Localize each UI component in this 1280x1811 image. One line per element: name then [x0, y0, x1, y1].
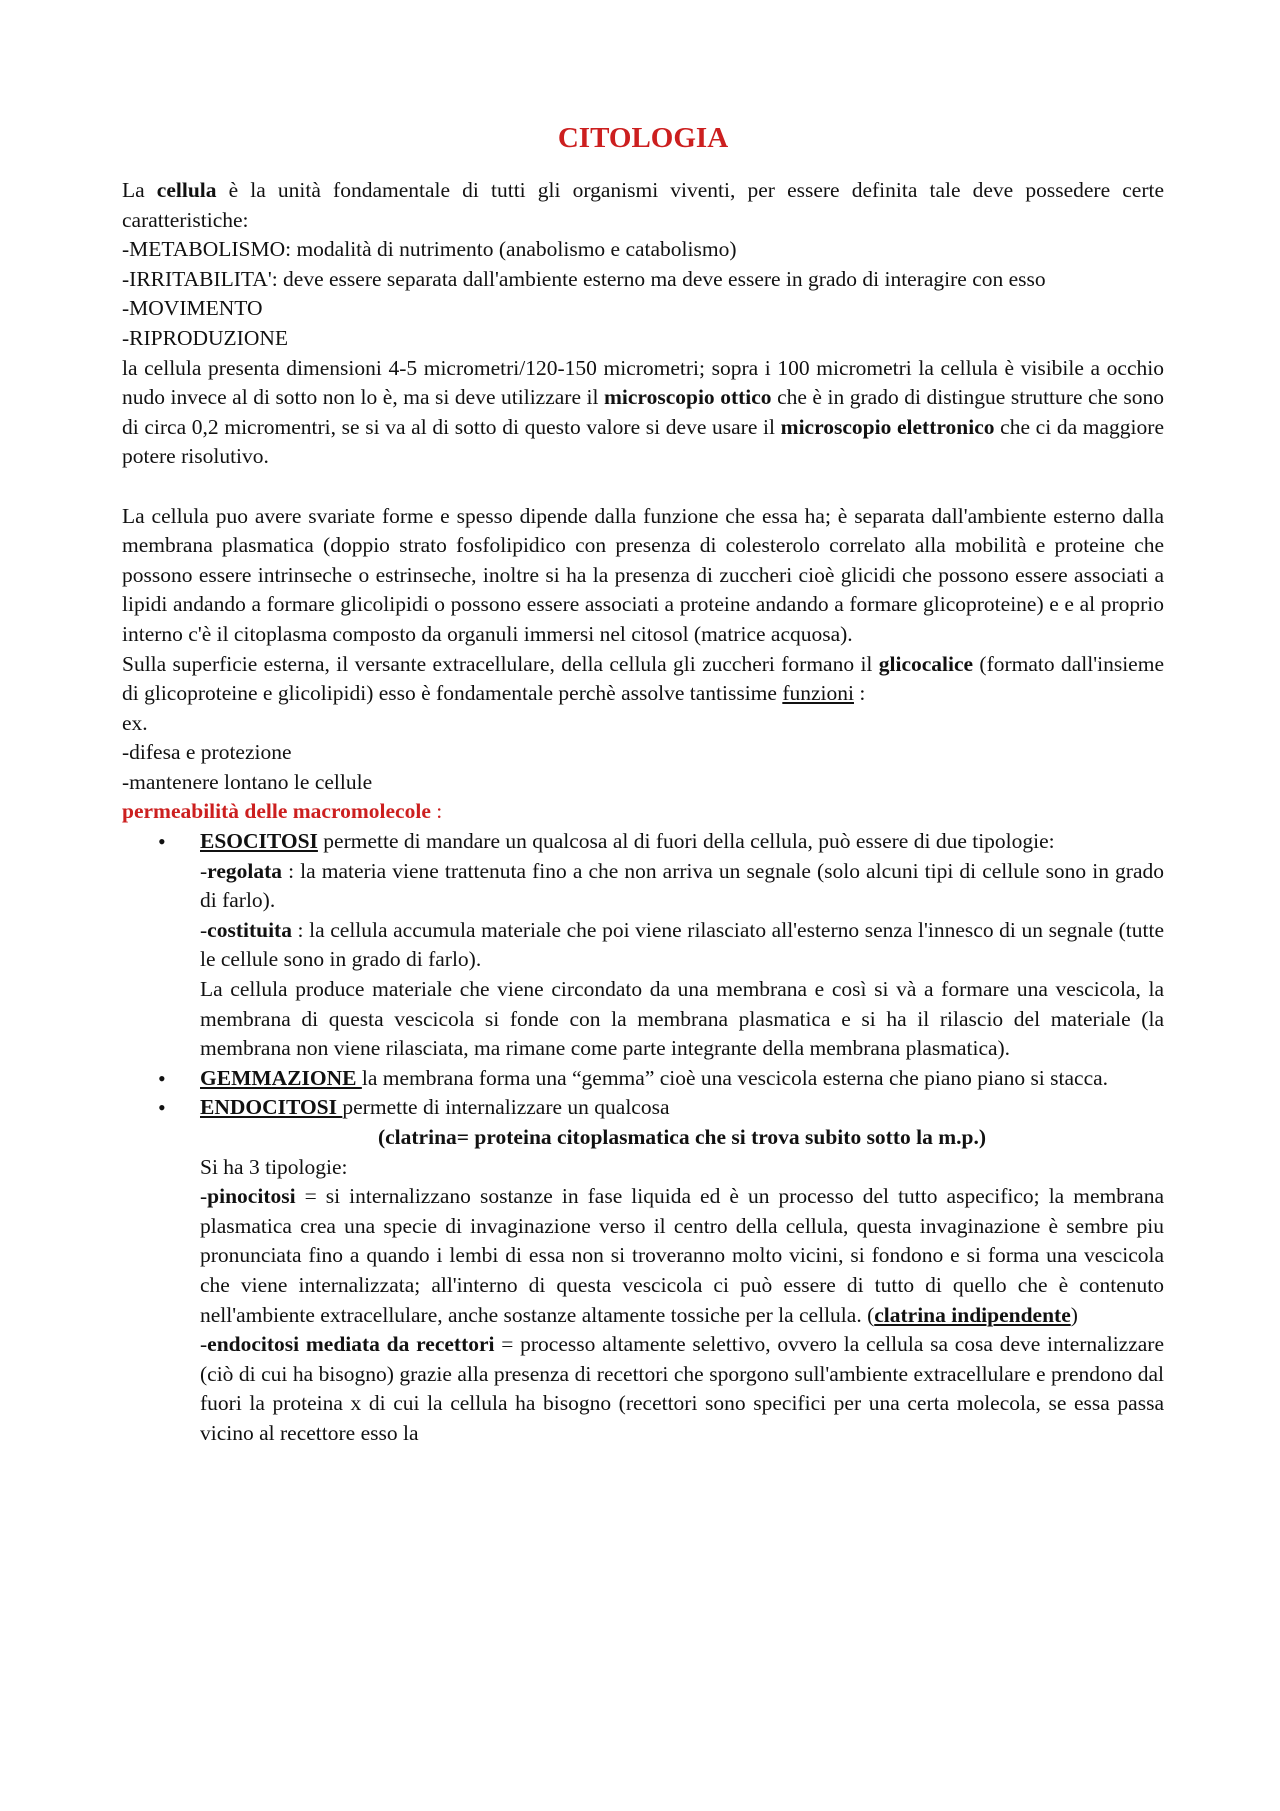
esocitosi-costituita: -costituita : la cellula accumula materiale che poi viene rilasciato all'esterno senza l'innesco di un segnale (tutte le cellule sono in grado di farlo).	[200, 917, 1164, 972]
recettori-paragraph: -endocitosi mediata da recettori = processo altamente selettivo, ovvero la cellula sa cosa deve internalizzare (ciò di cui ha bisogno) grazie alla presenza di recettori che sporgono sull'ambiente extracellulare e prendono dal fuori la proteina x di cui la cellula ha bisogno (recettori sono specifici per una certa molecola, se essa passa vicino al recettore esso la	[200, 1332, 1164, 1445]
regolata-desc: : la materia viene trattenuta fino a che non arriva un segnale (solo alcuni tipi di cellule sono in grado di farlo).	[200, 858, 1164, 913]
term-gemmazione: GEMMAZIONE	[200, 1065, 362, 1090]
dimensions-text-a: la cellula presenta dimensioni 4-5 micrometri/120-150 micrometri; sopra i 100 micrometri la cellula è visibile a occhio nudo invece al di sotto non lo è, ma si deve utilizzare il	[122, 355, 1164, 410]
term-endocitosi-recettori: endocitosi mediata da recettori	[207, 1332, 495, 1357]
intro-paragraph	[122, 176, 1164, 235]
term-microscopio-elettronico: microscopio elettronico	[780, 414, 995, 439]
endocitosi-intro	[200, 1093, 1164, 1123]
list-item-gemmazione	[158, 1064, 1164, 1094]
term-microscopio-ottico: microscopio ottico	[604, 385, 772, 410]
example-difesa: -difesa e protezione	[122, 740, 292, 765]
dimensions-text-b: che è in grado di distingue strutture che sono di circa 0,2 micromentri, se si va al di sotto di questo valore si deve usare il	[122, 385, 1164, 439]
permeabilita-heading	[122, 797, 1164, 827]
bullet-icon: •	[158, 829, 166, 855]
document-page	[122, 120, 1164, 1449]
permeabilita-title: permeabilità delle macromolecole	[122, 799, 431, 824]
esocitosi-intro	[200, 827, 1164, 857]
esocitosi-process: La cellula produce materiale che viene circondato da una membrana e così si và a formare una vescicola, la membrana di questa vescicola si fonde con la membrana plasmatica e si ha il rilascio del materiale (la membrana non viene rilasciata, ma rimane come parte integrante della membrana plasmatica).	[200, 977, 1164, 1061]
clatrina-note	[200, 1123, 1164, 1153]
glicocalice-paragraph	[122, 650, 1164, 709]
recettori-desc: = processo altamente selettivo, ovvero la cellula sa cosa deve internalizzare (ciò di cui ha bisogno) grazie alla presenza di recettori che sporgono sull'ambiente extracellulare e prendono dal fuori la proteina x di cui la cellula ha bisogno (recettori sono specifici per una certa molecola, se essa passa vicino al recettore esso la	[200, 1332, 1164, 1445]
permeabilita-colon: :	[430, 799, 443, 824]
paragraph-gap	[122, 472, 1164, 502]
pinocitosi-paragraph: -pinocitosi = si internalizzano sostanze in fase liquida ed è un processo del tutto aspecifico; la membrana plasmatica crea una specie di invaginazione verso il centro della cellula, questa invaginazione è sembre piu pronunciata fino a quando i lembi di essa non si troveranno molto vicini, si fondono e si forma una vescicola che viene internalizzata; all'interno di questa vescicola ci può essere di tutto di quello che è contenuto nell'ambiente extracellulare, anche sostanze altamente tossiche per la cellula. (clatrina indipendente)	[200, 1184, 1164, 1327]
glicocalice-text-c: :	[853, 681, 866, 706]
term-esocitosi: ESOCITOSI	[200, 829, 318, 854]
term-cellula: cellula	[156, 178, 217, 202]
clatrina-definition: (clatrina= proteina citoplasmatica che si trova subito sotto la m.p.)	[377, 1125, 987, 1149]
glicocalice-text-b: (formato dall'insieme di glicoproteine e glicolipidi) esso è fondamentale perchè assolve tantissime	[122, 651, 1164, 706]
dimensions-paragraph	[122, 354, 1164, 472]
costituita-desc: : la cellula accumula materiale che poi viene rilasciato all'esterno senza l'innesco di un segnale (tutte le cellule sono in grado di farlo).	[200, 917, 1164, 972]
term-funzioni: funzioni	[782, 681, 854, 706]
esocitosi-regolata: -regolata : la materia viene trattenuta fino a che non arriva un segnale (solo alcuni tipi di cellule sono in grado di farlo).	[200, 858, 1164, 913]
glicocalice-text-a: Sulla superficie esterna, il versante extracellulare, della cellula gli zuccheri formano il	[122, 651, 879, 676]
intro-text-a: La	[122, 178, 157, 202]
intro-text-b: è la unità fondamentale di tutti gli organismi viventi, per essere definita tale deve possedere certe caratteristiche:	[122, 178, 1164, 232]
characteristic-irritabilita: -IRRITABILITA': deve essere separata dall'ambiente esterno ma deve essere in grado di interagire con esso	[122, 266, 1046, 291]
example-lontano: -mantenere lontano le cellule	[122, 769, 373, 794]
list-item-esocitosi	[158, 827, 1164, 1064]
pinocitosi-close: )	[1070, 1302, 1078, 1327]
endocitosi-tipologie: Si ha 3 tipologie:	[200, 1154, 348, 1179]
dimensions-text-c: che ci da maggiore potere risolutivo.	[122, 414, 1164, 469]
characteristic-riproduzione: -RIPRODUZIONE	[122, 325, 289, 350]
example-label: ex.	[122, 710, 148, 735]
gemmazione-text	[200, 1064, 1164, 1094]
term-clatrina-indipendente: clatrina indipendente	[874, 1302, 1071, 1327]
characteristic-movimento: -MOVIMENTO	[122, 296, 263, 321]
term-regolata: regolata	[207, 858, 283, 883]
esocitosi-desc: permette di mandare un qualcosa al di fuori della cellula, può essere di due tipologie:	[317, 829, 1055, 854]
permeabilita-list	[122, 827, 1164, 1448]
characteristic-metabolismo: -METABOLISMO: modalità di nutrimento (anabolismo e catabolismo)	[122, 237, 737, 262]
gemmazione-desc: la membrana forma una “gemma” cioè una vescicola esterna che piano piano si stacca.	[361, 1065, 1109, 1090]
bullet-icon: •	[158, 1065, 166, 1091]
term-pinocitosi: pinocitosi	[207, 1184, 296, 1209]
pinocitosi-desc: = si internalizzano sostanze in fase liquida ed è un processo del tutto aspecifico; la membrana plasmatica crea una specie di invaginazione verso il centro della cellula, questa invaginazione è sembre piu pronunciata fino a quando i lembi di essa non si troveranno molto vicini, si fondono e si forma una vescicola che viene internalizzata; all'interno di questa vescicola ci può essere di tutto di quello che è contenuto nell'ambiente extracellulare, anche sostanze altamente tossiche per la cellula. (	[200, 1184, 1164, 1327]
endocitosi-desc: permette di internalizzare un qualcosa	[342, 1095, 670, 1120]
forme-paragraph: La cellula puo avere svariate forme e spesso dipende dalla funzione che essa ha; è separata dall'ambiente esterno dalla membrana plasmatica (doppio strato fosfolipidico con presenza di colesterolo correlato alla mobilità e proteine che possono essere intrinseche o estrinseche, inoltre si ha la presenza di zuccheri cioè glicidi che possono essere associati a lipidi andando a formare glicolipidi o possono essere associati a proteine andando a formare glicoproteine) e e al proprio interno c'è il citoplasma composto da organuli immersi nel citosol (matrice acquosa).	[122, 503, 1164, 646]
term-endocitosi: ENDOCITOSI	[200, 1095, 343, 1120]
bullet-icon: •	[158, 1095, 166, 1121]
page-title: CITOLOGIA	[557, 122, 729, 154]
term-costituita: costituita	[207, 917, 292, 942]
term-glicocalice: glicocalice	[878, 651, 974, 676]
list-item-endocitosi	[158, 1093, 1164, 1448]
